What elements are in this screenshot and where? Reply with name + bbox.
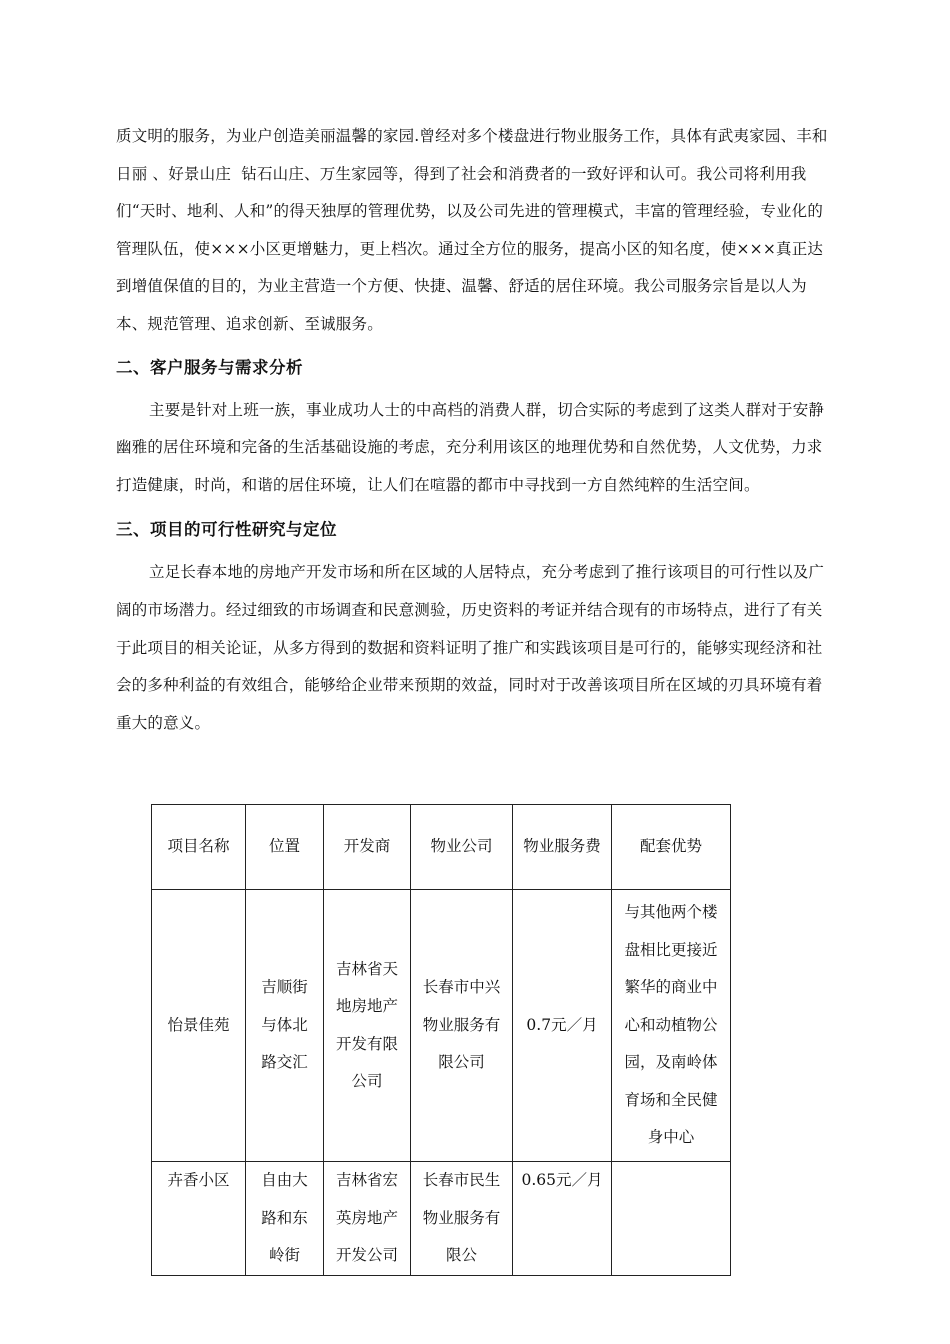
header-location: 位置 <box>246 805 324 890</box>
header-property-company: 物业公司 <box>411 805 513 890</box>
paragraph-customer-analysis: 主要是针对上班一族，事业成功人士的中高档的消费人群，切合实际的考虑到了这类人群对于安静幽雅的居住环境和完备的生活基础设施的考虑，充分利用该区的地理优势和自然优势，人文优势，力求打造健康，时尚，和谐的居住环境，让人们在喧嚣的都市中寻找到一方自然纯粹的生活空间。 <box>116 400 825 494</box>
section-heading-feasibility: 三、项目的可行性研究与定位 <box>116 520 337 540</box>
cell-developer: 吉林省宏英房地产开发公司 <box>324 1162 411 1276</box>
document-body <box>116 118 836 742</box>
cell-amenities: 与其他两个楼盘相比更接近繁华的商业中心和动植物公园，及南岭体育场和全民健身中心 <box>612 890 731 1162</box>
table-header-row <box>152 805 731 890</box>
cell-property-company: 长春市中兴物业服务有限公司 <box>411 890 513 1162</box>
cell-project-name: 卉香小区 <box>152 1162 246 1276</box>
table-row <box>152 890 731 1162</box>
section-heading-customer-service: 二、客户服务与需求分析 <box>116 357 303 377</box>
cell-service-fee: 0.7元／月 <box>513 890 612 1162</box>
cell-amenities <box>612 1162 731 1276</box>
header-project-name: 项目名称 <box>152 805 246 890</box>
paragraph-feasibility: 立足长春本地的房地产开发市场和所在区域的人居特点，充分考虑到了推行该项目的可行性以及广阔的市场潜力。经过细致的市场调查和民意测验，历史资料的考证并结合现有的市场特点，进行了有关于此项目的相关论证，从多方得到的数据和资料证明了推广和实践该项目是可行的，能够实现经济和社会的多种利益的有效组合，能够给企业带来预期的效益，同时对于改善该项目所在区域的刃具环境有着重大的意义。 <box>116 563 825 732</box>
header-amenities: 配套优势 <box>612 805 731 890</box>
cell-property-company: 长春市民生物业服务有限公 <box>411 1162 513 1276</box>
cell-developer: 吉林省天地房地产开发有限公司 <box>324 890 411 1162</box>
header-developer: 开发商 <box>324 805 411 890</box>
project-comparison-table <box>151 804 731 1276</box>
cell-location: 自由大路和东岭街 <box>246 1162 324 1276</box>
paragraph-company-intro: 质文明的服务，为业户创造美丽温馨的家园.曾经对多个楼盘进行物业服务工作，具体有武夷家园、丰和日丽 、好景山庄 钻石山庄、万生家园等，得到了社会和消费者的一致好评和认可。我公司将利用我们“天时、地利、人和”的得天独厚的管理优势，以及公司先进的管理模式，丰富的管理经验，专业化的管理队伍，使×××小区更增魅力，更上档次。通过全方位的服务，提高小区的知名度，使×××真正达到增值保值的目的，为业主营造一个方便、快捷、温馨、舒适的居住环境。我公司服务宗旨是以人为本、规范管理、追求创新、至诚服务。 <box>116 127 828 333</box>
cell-location: 吉顺街与体北路交汇 <box>246 890 324 1162</box>
cell-project-name: 怡景佳苑 <box>152 890 246 1162</box>
table-row <box>152 1162 731 1276</box>
header-service-fee: 物业服务费 <box>513 805 612 890</box>
cell-service-fee: 0.65元／月 <box>513 1162 612 1276</box>
